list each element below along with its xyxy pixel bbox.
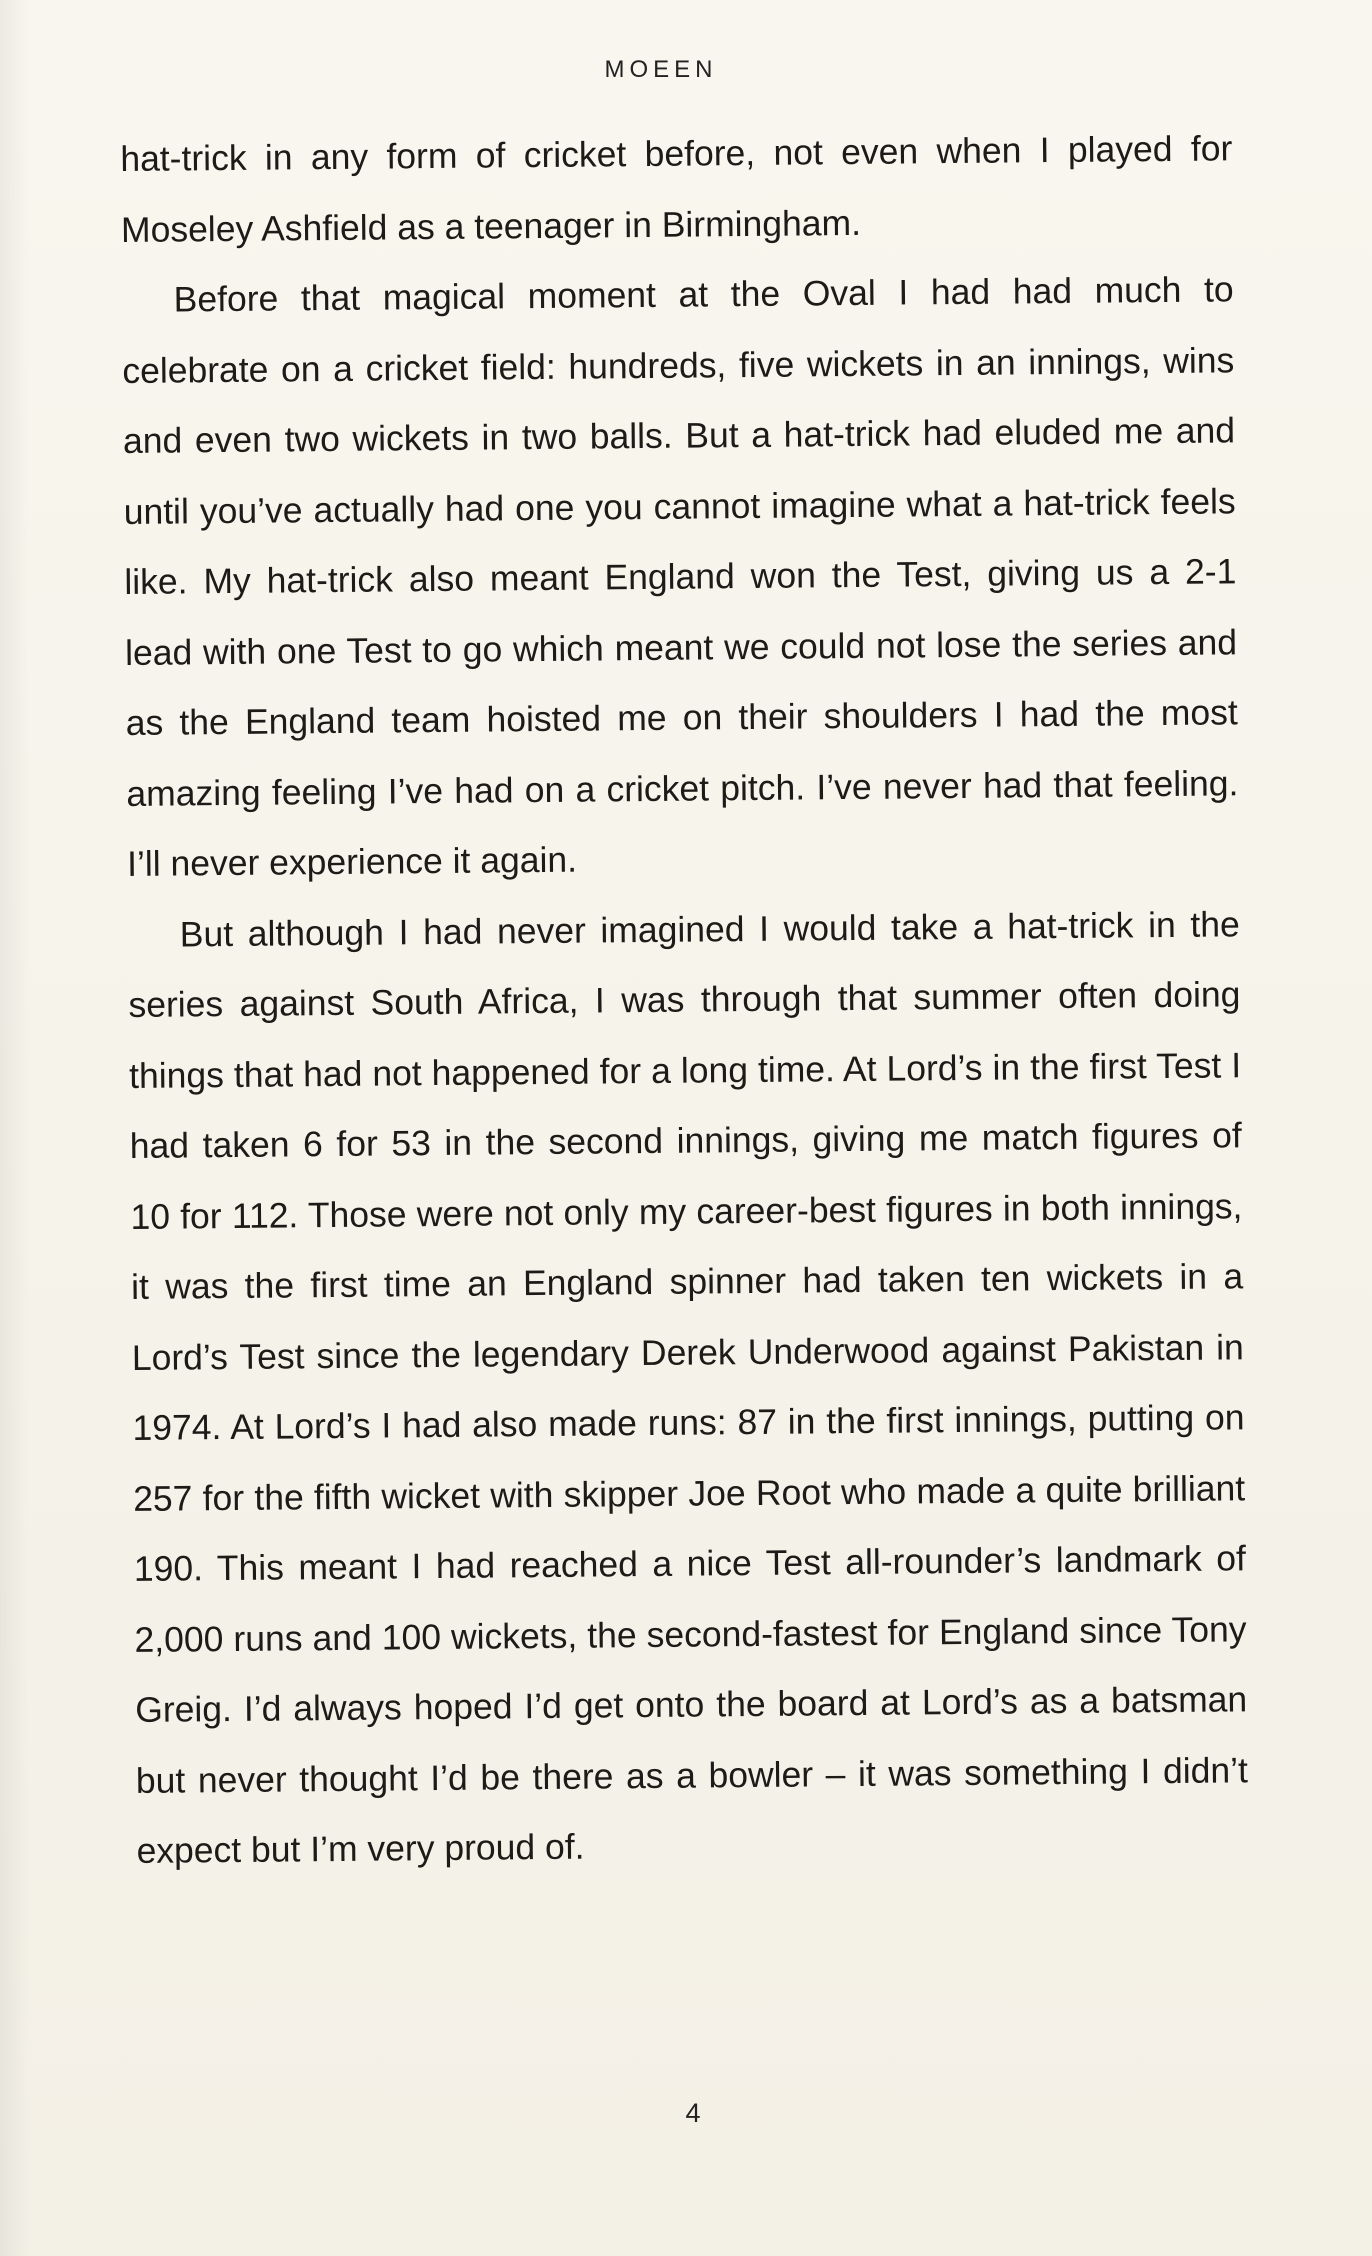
body-text	[120, 113, 1249, 1886]
paragraph-lords-test: But although I had never imagined I would take a hat-trick in the series against South Africa, I was through that summer often doing things that had not happened for a long time. At Lord’s in the first Test I had taken 6 for 53 in the second innings, giving me match figures of 10 for 112. Those were not only my career-best figures in both innings, it was the first time an England spinner had taken ten wickets in a Lord’s Test since the legendary Derek Underwood against Pakistan in 1974. At Lord’s I had also made runs: 87 in the first innings, putting on 257 for the fifth wicket with skipper Joe Root who made a quite brilliant 190. This meant I had reached a nice Test all-rounder’s landmark of 2,000 runs and 100 wickets, the second-fastest for England since Tony Greig. I’d always hoped I’d get onto the board at Lord’s as a batsman but never thought I’d be there as a bowler – it was something I didn’t expect but I’m very proud of.	[128, 903, 1249, 1871]
paragraph-continuation: hat-trick in any form of cricket before, not even when I played for Moseley Ashfield as a teenager in Birmingham.	[120, 128, 1233, 250]
running-head: MOEEN	[604, 56, 718, 83]
page-number: 4	[685, 2098, 701, 2128]
paragraph-oval-hat-trick: Before that magical moment at the Oval I had had much to celebrate on a cricket field: hundreds, five wickets in an innings, wins and even two wickets in two balls. But a hat-trick had eluded me and until you’ve actually had one you cannot imagine what a hat-trick feels like. My hat-trick also meant England won the Test, giving us a 2-1 lead with one Test to go which meant we could not lose the series and as the England team hoisted me on their shoulders I had the most amazing feeling I’ve had on a cricket pitch. I’ve never had that feeling. I’ll never experience it again.	[122, 269, 1239, 884]
